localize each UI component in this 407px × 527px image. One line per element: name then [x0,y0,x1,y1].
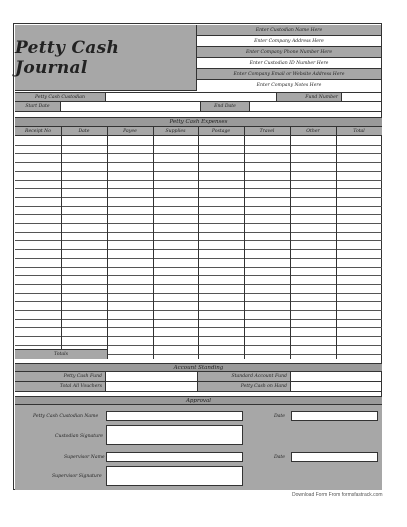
date-label-1: Date [274,414,285,419]
col-receipt-no: Receipt No [25,129,51,134]
account-row-1 [15,372,382,382]
petty-cash-fund-input[interactable] [106,372,198,381]
col-divider [244,127,245,359]
col-travel: Travel [259,129,275,134]
col-divider [336,127,337,359]
approval-header [15,396,382,405]
custodian-name-label: Petty Cash Custodian Name [33,414,99,419]
date-input-1[interactable] [291,411,378,421]
start-date-input[interactable] [61,102,201,111]
custodian-signature-label: Custodian Signature [55,434,103,439]
totals-label-cell [15,349,107,359]
col-supplies: Supplies [165,129,186,134]
info-line-1[interactable]: Enter Custodian Name Here [197,25,381,36]
company-info-lines [197,25,381,91]
standard-account-fund-input[interactable] [290,372,382,381]
col-divider [61,127,62,359]
title-box [15,25,197,91]
col-postage: Postage [211,129,231,134]
supervisor-name-label: Supervisor Name [64,455,105,460]
approval-title: Approval [185,397,212,404]
expenses-table [15,127,382,359]
col-divider [198,127,199,359]
col-other: Other [306,129,320,134]
custodian-label: Petty Cash Custodian [35,94,85,100]
expenses-section-title: Petty Cash Expenses [169,119,228,125]
info-line-3[interactable]: Enter Company Phone Number Here [197,47,381,58]
custodian-input[interactable] [106,93,277,101]
col-date: Date [78,129,90,134]
col-divider [290,127,291,359]
footer-credit: Download Form From formsfastrack.com [292,492,383,498]
total-all-vouchers-input[interactable] [106,382,198,391]
supervisor-signature-label: Supervisor Signature [52,474,102,479]
total-all-vouchers-label: Total All Vouchers [59,384,102,389]
supervisor-name-input[interactable] [106,452,243,462]
info-line-4[interactable]: Enter Custodian ID Number Here [197,58,381,69]
end-date-label: End Date [214,104,236,109]
col-divider [107,127,108,359]
info-line-6[interactable]: Enter Company Notes Here [197,80,381,91]
date-input-2[interactable] [291,452,378,462]
dates-row [15,102,382,112]
petty-cash-on-hand-input[interactable] [290,382,382,391]
supervisor-signature-input[interactable] [106,466,243,486]
custodian-row [15,92,382,102]
info-line-2[interactable]: Enter Company Address Here [197,36,381,47]
col-total: Total [353,129,365,134]
approval-body [15,405,382,490]
fund-number-label: Fund Number [305,94,338,100]
end-date-input[interactable] [250,102,382,111]
fund-number-input[interactable] [341,93,382,101]
col-divider [153,127,154,359]
totals-label: Totals [54,352,68,357]
col-payee: Payee [123,129,137,134]
account-row-2 [15,382,382,392]
start-date-label: Start Date [25,104,50,109]
petty-cash-journal-form [13,23,382,490]
expenses-section-header [15,117,382,127]
form-title: Petty Cash Journal [15,37,120,78]
account-standing-header [15,363,382,372]
petty-cash-fund-label: Petty Cash Fund [63,374,102,379]
account-standing-title: Account Standing [173,364,224,371]
custodian-name-input[interactable] [106,411,243,421]
petty-cash-on-hand-label: Petty Cash on Hand [240,384,287,389]
custodian-signature-input[interactable] [106,425,243,445]
date-label-2: Date [274,455,285,460]
info-line-5[interactable]: Enter Company Email or Website Address Here [197,69,381,80]
standard-account-fund-label: Standard Account Fund [231,374,287,379]
